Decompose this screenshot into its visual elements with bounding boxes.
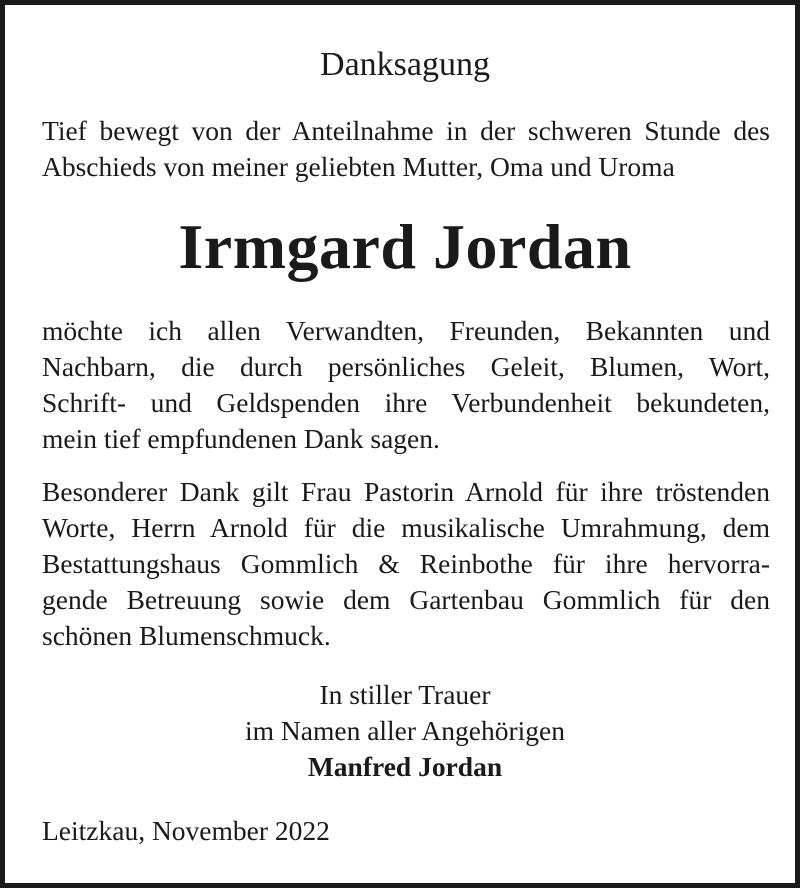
closing-block [5,677,800,785]
deceased-name: Irmgard Jordan [178,211,632,282]
paragraph-line: Besonderer Dank gilt Frau Pastorin Arnold für ihre tröstenden [42,476,770,507]
paragraph-line: möchte ich allen Verwandten, Freunden, Bekannten und [42,315,770,346]
thanks-paragraph [42,313,770,457]
paragraph-line: gende Betreuung sowie dem Gartenbau Gommlich für den [42,584,770,615]
closing-line: In stiller Trauer [319,679,491,710]
paragraph-line: schönen Blumenschmuck. [42,620,331,651]
intro-line: Tief bewegt von der Anteilnahme in der schweren Stunde des [42,115,770,146]
paragraph-line: Bestattungshaus Gommlich & Reinbothe für ihre hervorra- [42,548,770,579]
intro-text [42,113,770,185]
special-thanks-paragraph [42,474,770,654]
intro-line: Abschieds von meiner geliebten Mutter, Oma und Uroma [42,151,675,182]
notice-title: Danksagung [320,46,490,83]
paragraph-line: Worte, Herrn Arnold für die musikalische Umrahmung, dem [42,512,770,543]
closing-line: im Namen aller Angehörigen [245,715,565,746]
paragraph-line: Nachbarn, die durch persönliches Geleit, Blumen, Wort, [42,351,770,382]
place-date: Leitzkau, November 2022 [42,815,330,846]
paragraph-line: mein tief empfundenen Dank sagen. [42,423,440,454]
signer-name: Manfred Jordan [307,751,503,782]
paragraph-line: Schrift- und Geldspenden ihre Verbundenheit bekundeten, [42,387,770,418]
